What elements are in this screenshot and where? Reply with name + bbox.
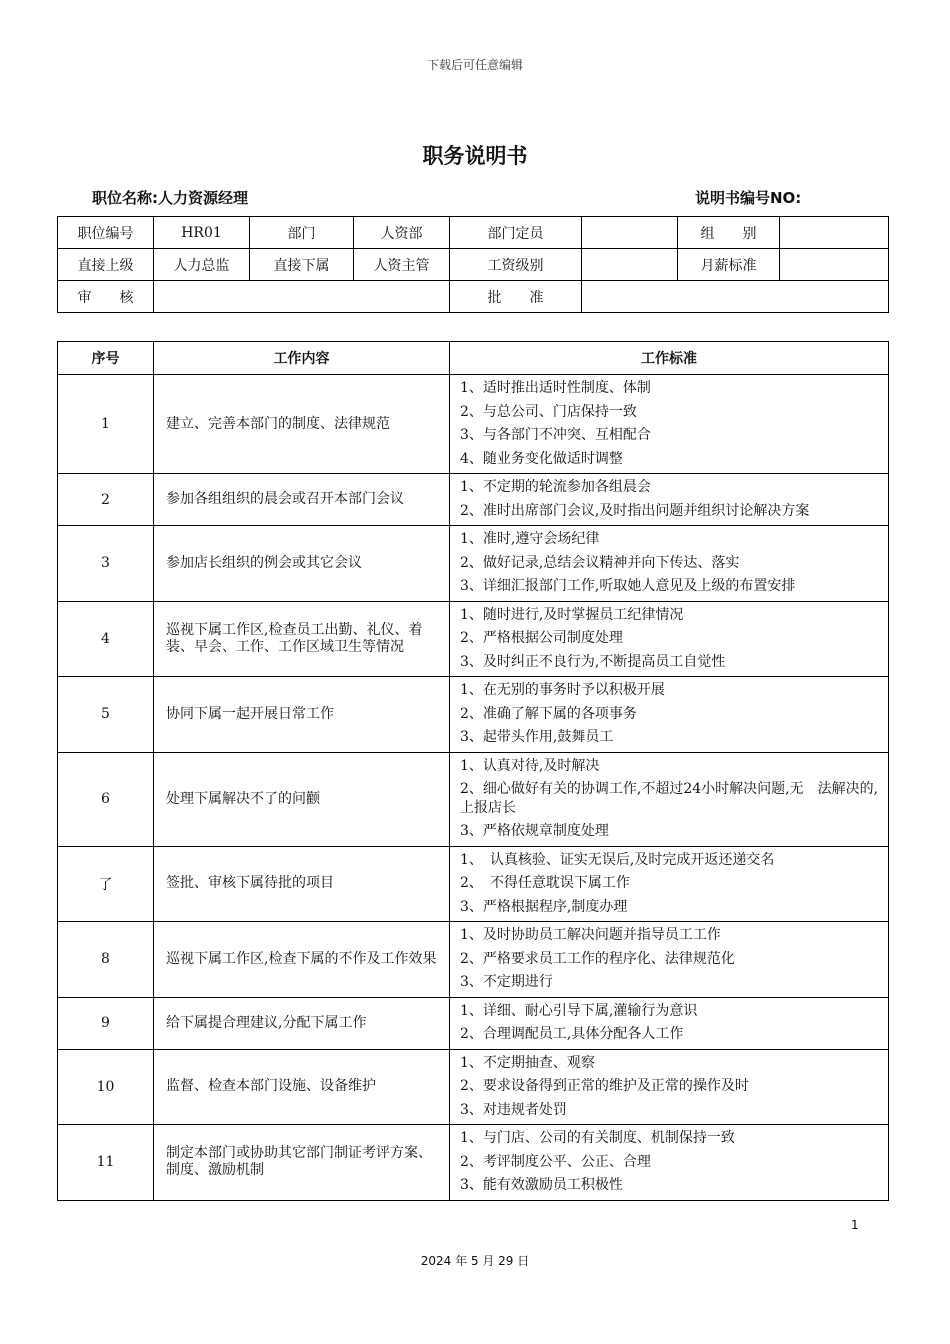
column-header-no: 序号 [58, 342, 154, 375]
document-number-label: 说明书编号NO: [695, 189, 802, 207]
info-row [58, 249, 889, 281]
standard-item: 3、能有效激励员工积极性 [460, 1177, 623, 1193]
duties-table [57, 341, 889, 1201]
footer-date: 2024 年 5 月 29 日 [420, 1254, 530, 1268]
document-title: 职务说明书 [422, 144, 528, 168]
standard-item: 3、起带头作用,鼓舞员工 [460, 729, 614, 745]
standard-item: 1、不定期抽查、观察 [460, 1054, 595, 1071]
standard-item: 3、与各部门不冲突、互相配合 [460, 427, 651, 443]
duty-standards [450, 677, 889, 753]
standard-item: 3、不定期进行 [460, 974, 553, 990]
info-label: 直接上级 [58, 249, 154, 281]
duty-content: 巡视下属工作区,检查下属的不作及工作效果 [154, 922, 450, 998]
header-note: 下载后可任意编辑 [426, 58, 523, 72]
standard-item: 1、适时推出适时性制度、体制 [460, 380, 651, 396]
duty-standards [450, 846, 889, 922]
duty-standards [450, 601, 889, 677]
info-value: 人资部 [354, 217, 450, 249]
info-value [582, 249, 678, 281]
standard-item: 2、准确了解下属的各项事务 [460, 705, 637, 722]
duty-standards [450, 375, 889, 474]
info-value [780, 249, 889, 281]
standard-item: 2、严格根据公司制度处理 [460, 630, 623, 646]
standard-item: 1、 认真核验、证实无误后,及时完成开返还递交名 [460, 851, 775, 868]
info-value: 人力总监 [154, 249, 250, 281]
duty-content: 签批、审核下属待批的项目 [154, 846, 450, 922]
info-label: 部门 [250, 217, 354, 249]
duty-content: 处理下属解决不了的问颧 [154, 752, 450, 846]
duty-row [58, 601, 889, 677]
info-label: 工资级别 [450, 249, 582, 281]
info-row [58, 217, 889, 249]
duty-number: 8 [58, 922, 154, 998]
duty-content: 制定本部门或协助其它部门制证考评方案、制度、激励机制 [154, 1125, 450, 1201]
duty-number: 10 [58, 1049, 154, 1125]
duty-content: 协同下属一起开展日常工作 [154, 677, 450, 753]
standard-item: 2、与总公司、门店保持一致 [460, 403, 637, 420]
duty-number: 了 [58, 846, 154, 922]
duty-number: 3 [58, 526, 154, 602]
duty-row [58, 997, 889, 1049]
info-label: 职位编号 [58, 217, 154, 249]
duties-header-row [58, 342, 889, 375]
position-name: 职位名称:人力资源经理 [92, 189, 248, 207]
standard-item: 2、做好记录,总结会议精神并向下传达、落实 [460, 554, 740, 571]
info-label: 审 核 [58, 281, 154, 313]
standard-item: 1、随时进行,及时掌握员工纪律情况 [460, 606, 684, 623]
duty-row [58, 1049, 889, 1125]
info-label: 直接下属 [250, 249, 354, 281]
standard-item: 1、详细、耐心引导下属,灌输行为意识 [460, 1002, 698, 1019]
duty-content: 建立、完善本部门的制度、法律规范 [154, 375, 450, 474]
standard-item: 1、认真对待,及时解决 [460, 757, 600, 774]
info-value [154, 281, 450, 313]
standard-item: 1、及时协助员工解决问题并指导员工工作 [460, 927, 721, 943]
duty-number: 2 [58, 474, 154, 526]
duty-standards [450, 922, 889, 998]
duty-standards [450, 1125, 889, 1201]
position-info-table [57, 216, 889, 313]
duty-standards [450, 474, 889, 526]
duty-number: 1 [58, 375, 154, 474]
duty-row [58, 1125, 889, 1201]
duty-content: 给下属提合理建议,分配下属工作 [154, 997, 450, 1049]
standard-item: 2、严格要求员工工作的程序化、法律规范化 [460, 950, 735, 967]
info-label: 批 准 [450, 281, 582, 313]
standard-item: 3、严格依规章制度处理 [460, 823, 609, 839]
duty-row [58, 846, 889, 922]
standard-item: 2、考评制度公平、公正、合理 [460, 1153, 651, 1170]
info-value: 人资主管 [354, 249, 450, 281]
info-value [582, 217, 678, 249]
duty-content: 巡视下属工作区,检查员工出勤、礼仪、着装、早会、工作、工作区域卫生等情况 [154, 601, 450, 677]
standard-item: 1、准时,遵守会场纪律 [460, 531, 600, 547]
duty-standards [450, 526, 889, 602]
info-label: 部门定员 [450, 217, 582, 249]
standard-item: 2、准时出席部门会议,及时指出问题并组织讨论解决方案 [460, 502, 810, 519]
standard-item: 2、合理调配员工,具体分配各人工作 [460, 1026, 684, 1042]
info-value: HR01 [154, 217, 250, 249]
duty-content: 监督、检查本部门设施、设备维护 [154, 1049, 450, 1125]
duty-number: 5 [58, 677, 154, 753]
duty-row [58, 375, 889, 474]
duty-row [58, 677, 889, 753]
info-label: 月薪标准 [678, 249, 780, 281]
duty-content: 参加各组组织的晨会或召开本部门会议 [154, 474, 450, 526]
info-value [582, 281, 889, 313]
duty-number: 4 [58, 601, 154, 677]
column-header-content: 工作内容 [154, 342, 450, 375]
standard-item: 1、在无别的事务时予以积极开展 [460, 682, 665, 698]
duty-standards [450, 1049, 889, 1125]
standard-item: 1、与门店、公司的有关制度、机制保持一致 [460, 1130, 735, 1146]
standard-item: 2、细心做好有关的协调工作,不超过24小时解决问题,无 法解决的,上报店长 [460, 781, 879, 816]
duty-row [58, 922, 889, 998]
duty-row [58, 474, 889, 526]
info-row [58, 281, 889, 313]
duty-standards [450, 997, 889, 1049]
duty-standards [450, 752, 889, 846]
standard-item: 3、详细汇报部门工作,听取她人意见及上级的布置安排 [460, 578, 796, 594]
duty-row [58, 526, 889, 602]
standard-item: 4、随业务变化做适时调整 [460, 450, 623, 467]
standard-item: 2、 不得任意耽误下属工作 [460, 875, 630, 891]
standard-item: 3、及时纠正不良行为,不断提高员工自觉性 [460, 653, 726, 670]
page-number: 1 [851, 1218, 859, 1232]
standard-item: 3、严格根据程序,制度办理 [460, 898, 628, 915]
standard-item: 2、要求设备得到正常的维护及正常的操作及时 [460, 1078, 749, 1094]
duty-number: 9 [58, 997, 154, 1049]
duty-content: 参加店长组织的例会或其它会议 [154, 526, 450, 602]
standard-item: 1、不定期的轮流参加各组晨会 [460, 479, 651, 495]
duty-row [58, 752, 889, 846]
column-header-standard: 工作标准 [450, 342, 889, 375]
standard-item: 3、对违规者处罚 [460, 1101, 567, 1118]
duty-number: 6 [58, 752, 154, 846]
duty-number: 11 [58, 1125, 154, 1201]
info-value [780, 217, 889, 249]
info-label: 组 别 [678, 217, 780, 249]
